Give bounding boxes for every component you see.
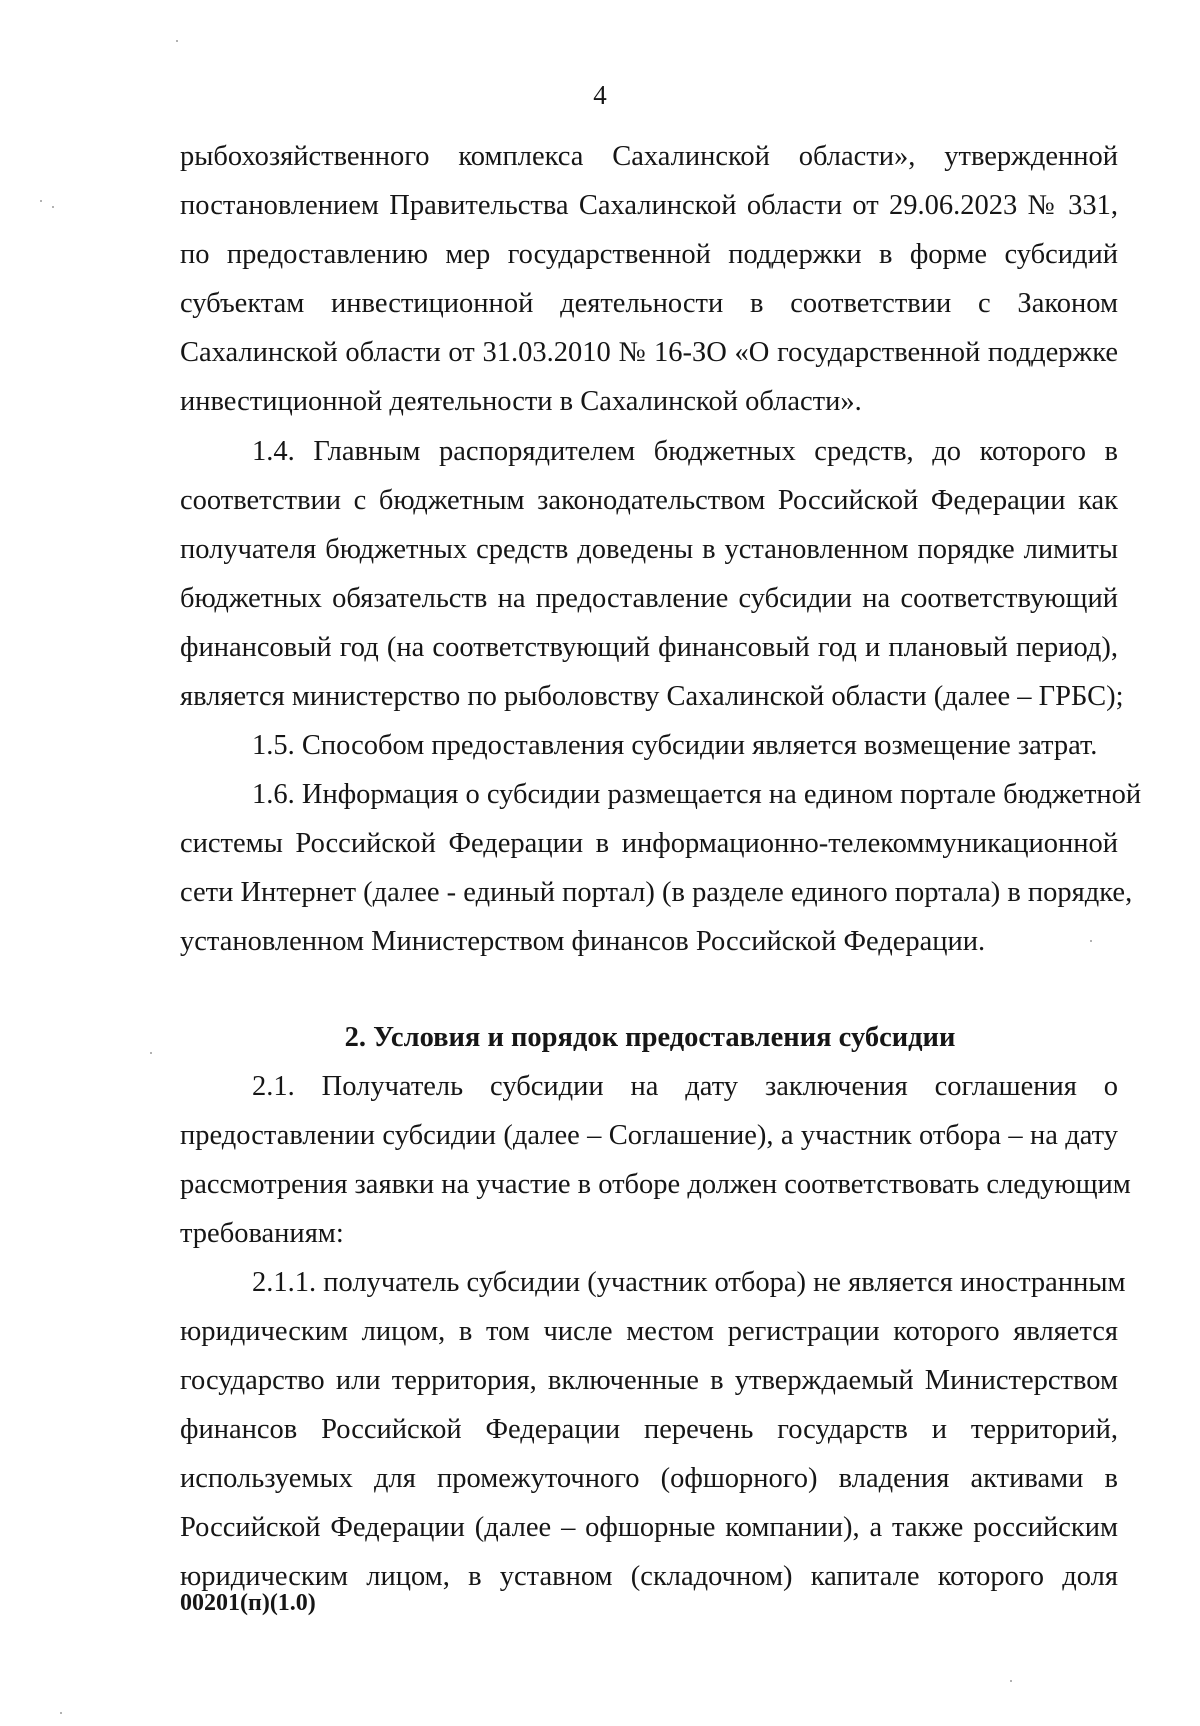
scan-speck [52, 206, 54, 208]
text-line: рыбохозяйственного комплекса Сахалинской области», утвержденной [180, 141, 1118, 172]
document-code: 00201(п)(1.0) [180, 1590, 316, 1616]
text-line: получателя бюджетных средств доведены в установленном порядке лимиты [180, 534, 1118, 565]
text-line: рассмотрения заявки на участие в отборе должен соответствовать следующим [180, 1169, 1131, 1200]
scan-speck [1010, 1680, 1012, 1682]
scan-speck [176, 40, 178, 42]
text-line: требованиям: [180, 1218, 344, 1249]
text-line: инвестиционной деятельности в Сахалинской области». [180, 386, 862, 417]
scan-speck [60, 1712, 62, 1714]
scan-speck [40, 200, 42, 202]
text-line: является министерство по рыболовству Сахалинской области (далее – ГРБС); [180, 681, 1124, 712]
text-line: сети Интернет (далее - единый портал) (в разделе единого портала) в порядке, [180, 877, 1133, 908]
text-line: Сахалинской области от 31.03.2010 № 16-ЗО «О государственной поддержке [180, 337, 1118, 368]
text-line: финансовый год (на соответствующий финансовый год и плановый период), [180, 632, 1118, 663]
text-line: финансов Российской Федерации перечень государств и территорий, [180, 1414, 1118, 1445]
text-line: 1.6. Информация о субсидии размещается на едином портале бюджетной [252, 779, 1142, 810]
text-line: установленном Министерством финансов Российской Федерации. [180, 926, 986, 957]
page-number: 4 [593, 80, 607, 110]
section-heading: 2. Условия и порядок предоставления субсидии [344, 1022, 956, 1053]
text-line: по предоставлению мер государственной поддержки в форме субсидий [180, 239, 1118, 270]
text-line: субъектам инвестиционной деятельности в соответствии с Законом [180, 288, 1118, 319]
text-line: государство или территория, включенные в утверждаемый Министерством [180, 1365, 1118, 1396]
text-line: бюджетных обязательств на предоставление субсидии на соответствующий [180, 583, 1118, 614]
text-line: юридическим лицом, в том числе местом регистрации которого является [180, 1316, 1118, 1347]
scan-speck [1090, 940, 1092, 942]
text-line: постановлением Правительства Сахалинской области от 29.06.2023 № 331, [180, 190, 1118, 221]
text-line: 1.5. Способом предоставления субсидии является возмещение затрат. [252, 730, 1098, 761]
scan-speck [150, 1052, 152, 1054]
text-line: Российской Федерации (далее – офшорные компании), а также российским [180, 1512, 1118, 1543]
text-line: 2.1. Получатель субсидии на дату заключения соглашения о [252, 1071, 1118, 1102]
text-line: используемых для промежуточного (офшорного) владения активами в [180, 1463, 1118, 1494]
text-line: 1.4. Главным распорядителем бюджетных средств, до которого в [252, 436, 1118, 467]
text-line: системы Российской Федерации в информационно-телекоммуникационной [180, 828, 1118, 859]
text-line: предоставлении субсидии (далее – Соглашение), а участник отбора – на дату [180, 1120, 1118, 1151]
text-line: 2.1.1. получатель субсидии (участник отбора) не является иностранным [252, 1267, 1126, 1298]
text-line: юридическим лицом, в уставном (складочном) капитале которого доля [180, 1561, 1118, 1592]
text-line: соответствии с бюджетным законодательством Российской Федерации как [180, 485, 1118, 516]
